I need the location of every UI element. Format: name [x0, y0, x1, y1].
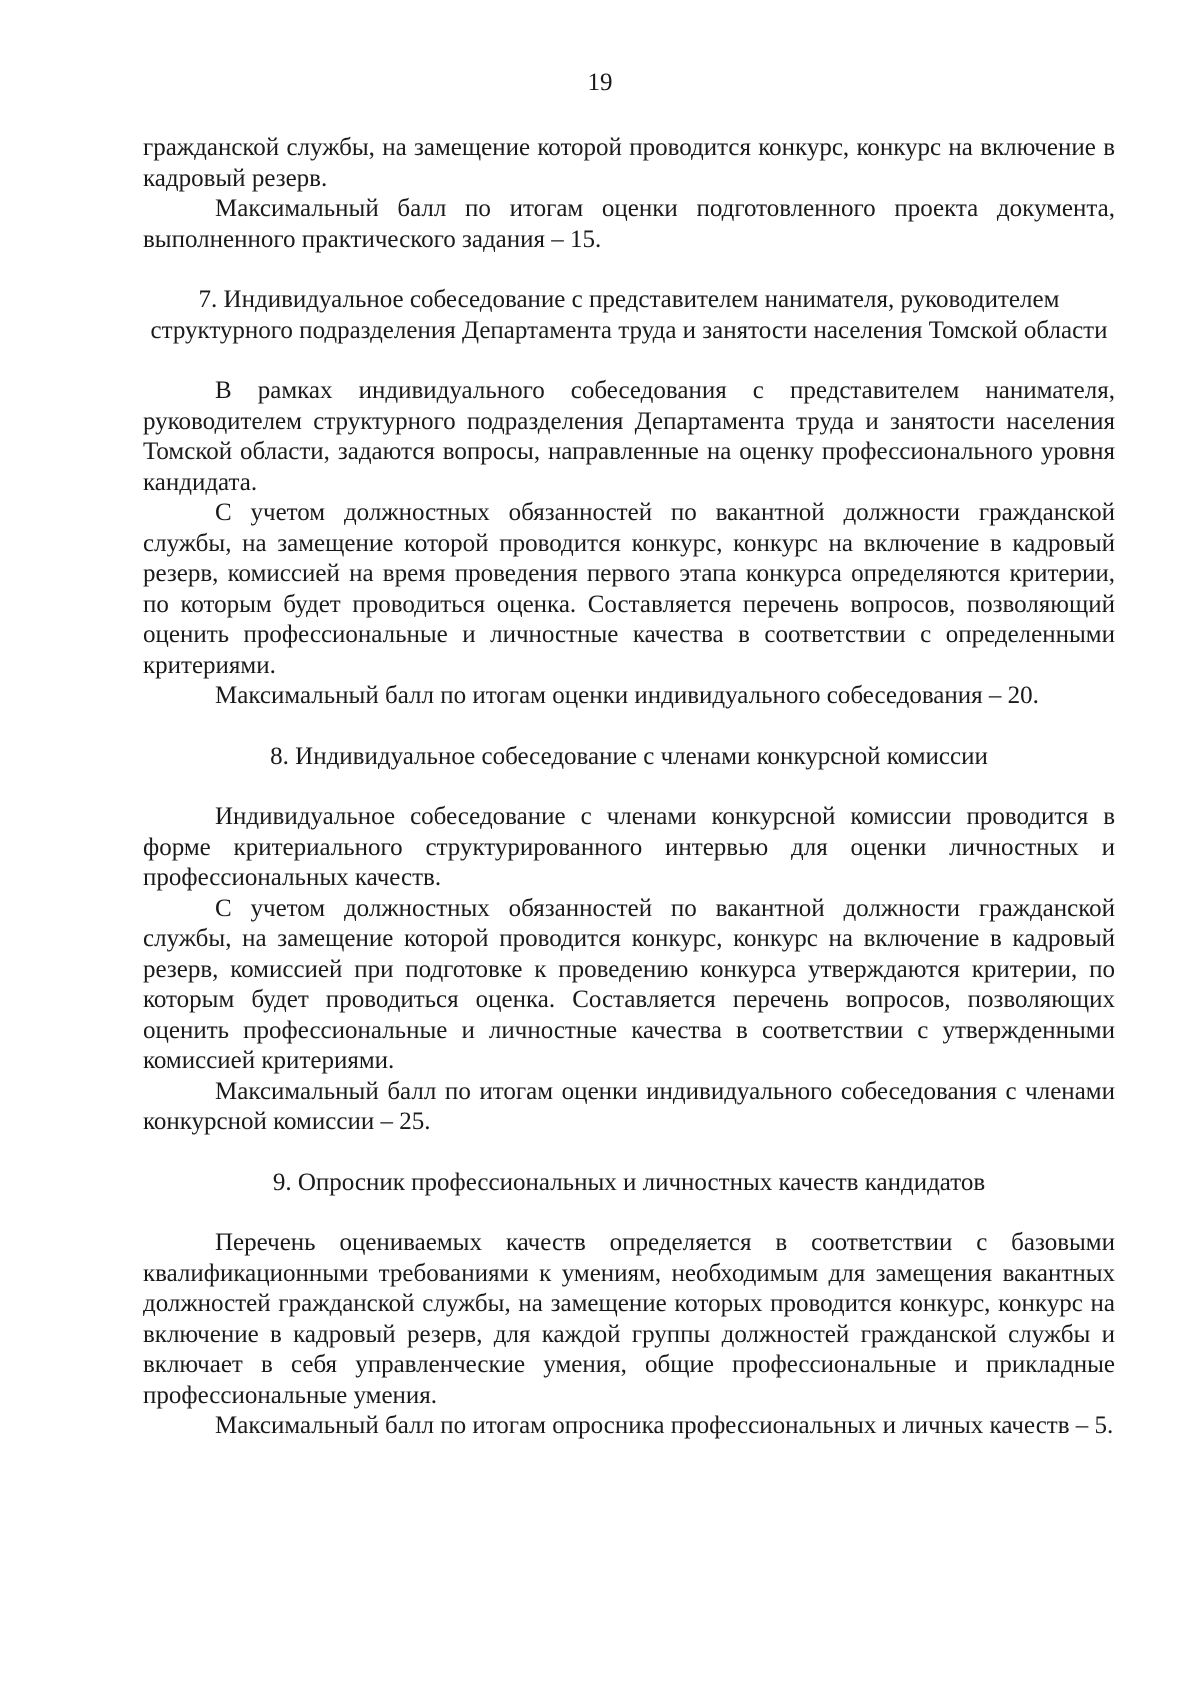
section-8-paragraph-3: Максимальный балл по итогам оценки индивидуального собеседования с членами конкурсной комиссии – 25.	[143, 1077, 1115, 1135]
intro-paragraph-max-score: Максимальный балл по итогам оценки подготовленного проекта документа, выполненного практического задания – 15.	[143, 195, 1115, 253]
section-8-paragraph-1: Индивидуальное собеседование с членами конкурсной комиссии проводится в форме критериального структурированного интервью для оценки личностных и профессиональных качеств.	[143, 803, 1115, 891]
section-9-paragraph-2: Максимальный балл по итогам опросника профессиональных и личных качеств – 5.	[215, 1412, 1114, 1439]
page-number: 19	[587, 69, 613, 96]
section-8-heading: 8. Индивидуальное собеседование с членами конкурсной комиссии	[270, 742, 988, 770]
intro-paragraph-continuation: гражданской службы, на замещение которой проводится конкурс, конкурс на включение в кадровый резерв.	[143, 134, 1115, 192]
section-9-paragraph-1: Перечень оцениваемых качеств определяется в соответствии с базовыми квалификационными требованиями к умениям, необходимым для замещения вакантных должностей гражданской службы, на замещение которых проводится конкурс, конкурс на включение в кадровый резерв, для каждой группы должностей гражданской службы и включает в себя управленческие умения, общие профессиональные и прикладные профессиональные умения.	[143, 1229, 1115, 1409]
section-7-heading: 7. Индивидуальное собеседование с представителем нанимателя, руководителем структурного подразделения Департамента труда и занятости населения Томской области	[150, 286, 1108, 344]
section-8-paragraph-2: С учетом должностных обязанностей по вакантной должности гражданской службы, на замещение которой проводится конкурс, конкурс на включение в кадровый резерв, комиссией при подготовке к проведению конкурса утверждаются критерии, по которым будет проводиться оценка. Составляется перечень вопросов, позволяющих оценить профессиональные и личностные качества в соответствии с утвержденными комиссией критериями.	[143, 894, 1115, 1074]
section-7-paragraph-3: Максимальный балл по итогам оценки индивидуального собеседования – 20.	[215, 682, 1039, 709]
document-body	[143, 133, 1115, 1442]
section-9-heading: 9. Опросник профессиональных и личностных качеств кандидатов	[272, 1168, 986, 1196]
section-7-paragraph-1: В рамках индивидуального собеседования с представителем нанимателя, руководителем структурного подразделения Департамента труда и занятости населения Томской области, задаются вопросы, направленные на оценку профессионального уровня кандидата.	[143, 377, 1115, 496]
section-7-paragraph-2: С учетом должностных обязанностей по вакантной должности гражданской службы, на замещение которой проводится конкурс, конкурс на включение в кадровый резерв, комиссией на время проведения первого этапа конкурса определяются критерии, по которым будет проводиться оценка. Составляется перечень вопросов, позволяющий оценить профессиональные и личностные качества в соответствии с определенными критериями.	[143, 499, 1115, 679]
